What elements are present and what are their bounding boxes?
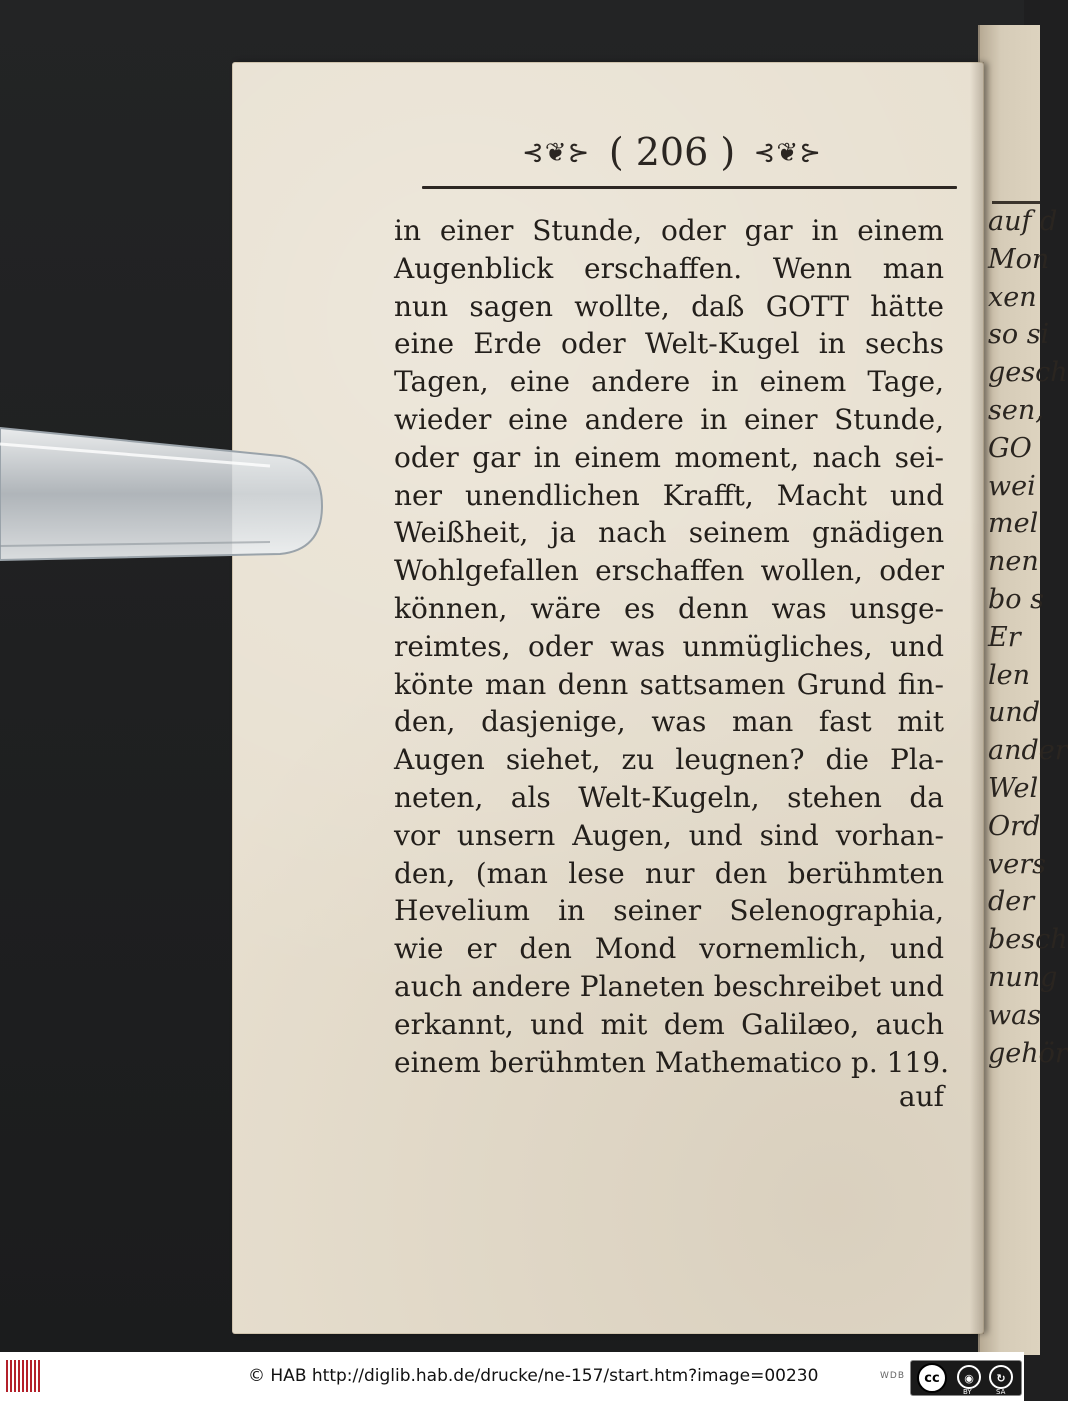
facing-line: nen (988, 546, 1039, 578)
book-page (232, 62, 984, 1334)
facing-line: mel (988, 508, 1039, 540)
text-line: auch andere Planeten beschreibet und (394, 969, 944, 1003)
sa-label: SA (996, 1388, 1006, 1396)
ornament-left-icon: ⊰❦⊱ (522, 138, 591, 168)
facing-line: Er (988, 621, 1021, 653)
facing-line: so si (988, 319, 1050, 351)
text-line: den, dasjenige, was man fast mit (394, 705, 944, 739)
credit-link[interactable]: © HAB http://diglib.hab.de/drucke/ne-157/start.htm?image=00230 (248, 1366, 819, 1386)
facing-line: gehör (988, 1037, 1068, 1069)
plastic-page-clip (0, 426, 324, 562)
text-line: wie er den Mond vornemlich, und (394, 932, 944, 966)
facing-line: len (988, 659, 1031, 691)
text-line: neten, als Welt-Kugeln, stehen da (394, 780, 944, 814)
text-line: reimtes, oder was unmügliches, und (394, 629, 944, 663)
facing-line: was (988, 999, 1042, 1031)
text-line: ner unendlichen Krafft, Macht und (394, 478, 944, 512)
text-line: Augenblick erschaffen. Wenn man (394, 251, 944, 285)
facing-line: sen, (988, 394, 1044, 426)
text-line: eine Erde oder Welt-Kugel in sechs (394, 327, 944, 361)
text-line: Tagen, eine andere in einem Tage, (394, 365, 944, 399)
facing-line: und (988, 697, 1041, 729)
text-line: wieder eine andere in einer Stunde, (394, 402, 944, 436)
text-line: Hevelium in seiner Selenographia, (394, 894, 944, 928)
ornament-right-icon: ⊰❦⊱ (753, 138, 822, 168)
facing-line: xen (988, 281, 1037, 313)
text-line: könte man denn sattsamen Grund fin- (394, 667, 944, 701)
text-line: können, wäre es denn was unsge- (394, 591, 944, 625)
by-label: BY (963, 1388, 972, 1396)
text-line: in einer Stunde, oder gar in einem (394, 214, 944, 247)
facing-line: Ord (988, 810, 1041, 842)
header-rule (422, 186, 957, 189)
facing-line: ander (988, 735, 1068, 767)
text-line: Weißheit, ja nach seinem gnädigen (394, 516, 944, 550)
text-line: einem berühmten Mathematico p. 119. (394, 1045, 950, 1079)
facing-line: Wel (988, 772, 1039, 804)
hab-logo-icon[interactable] (6, 1360, 40, 1392)
facing-line: GO (988, 432, 1032, 464)
text-line: Wohlgefallen erschaffen wollen, oder (394, 554, 944, 588)
facing-line: der (988, 886, 1035, 918)
catchword: auf (898, 1080, 944, 1113)
cc-icon: cc (917, 1363, 947, 1393)
wdb-label: WDB (880, 1371, 906, 1381)
text-line: vor unsern Augen, und sind vorhan- (394, 818, 944, 852)
facing-line: nung (988, 961, 1058, 993)
cc-license-badge[interactable] (910, 1360, 1022, 1396)
text-line: nun sagen wollte, daß GOTT hätte (394, 289, 944, 323)
text-line: oder gar in einem moment, nach sei- (394, 440, 944, 474)
sa-share-alike-icon: ↻ (989, 1365, 1013, 1389)
by-person-icon: ◉ (957, 1365, 981, 1389)
facing-line: gesch (988, 357, 1068, 389)
text-line: den, (man lese nur den berühmten (394, 856, 944, 890)
facing-line: Mon (988, 243, 1050, 275)
facing-line: wei (988, 470, 1036, 502)
facing-line: bo s (988, 583, 1044, 615)
page-header (522, 132, 822, 172)
facing-line: auf d (988, 206, 1058, 237)
page-body-text (394, 212, 950, 1081)
text-line: erkannt, und mit dem Galilæo, auch (394, 1007, 944, 1041)
page-number: ( 206 ) (608, 130, 736, 174)
facing-line: vers (988, 848, 1046, 880)
text-line: Augen siehet, zu leugnen? die Pla- (394, 743, 944, 777)
footer-bar (0, 1352, 1024, 1401)
facing-line: besch (988, 924, 1068, 956)
facing-page-edge (978, 25, 1068, 1355)
page-gutter-shadow (970, 62, 984, 1334)
facing-page-text (988, 203, 1068, 1072)
